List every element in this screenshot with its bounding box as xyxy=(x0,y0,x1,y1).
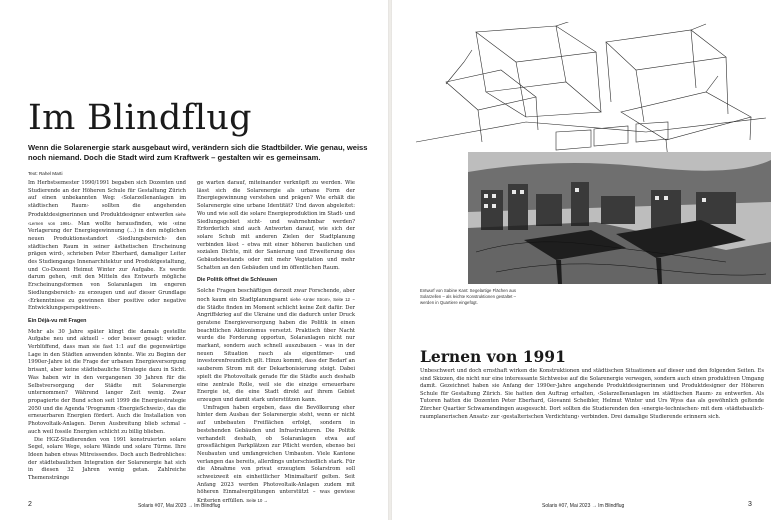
paragraph: Die HGZ-Studierenden von 1991 konstruierten solare Segel, solare Wege, solare Wände und solare Türme. Ihre Ideen haben etwas Mitreissendes. Doch auch Bedrohliches: der städtebaulichen Integration der Solarenergie hat sich in diesen 32 Jahren wenig getan. Zahlreiche Themenstränge xyxy=(28,436,186,482)
running-footer: Solaris #07, Mai 2023 → Im Blindflug xyxy=(542,503,625,509)
text-column-2 xyxy=(197,180,356,505)
section-heading: Ein Déjà-vu mit Fragen xyxy=(28,317,87,324)
paragraph: Mehr als 30 Jahre später klingt die damals gestellte Aufgabe neu und aktuell – oder besser gesagt: wieder. Verblüffend, dass man sie fast 1:1 auf die gegenwärtige Lage in den Städten anwenden könnte. Wie zu Beginn der 1990er-Jahre ist die Frage der urbanen Energieversorgung brisant, aber keine städtebauliche Strategie dazu in Sicht. Was haben wir in den vergangenen 30 Jahren für die Selbstversorgung der Städte mit Solarenergie unternommen? Während langer Zeit wenig. Zwar propagierte der Bund schon seit 1999 die Energiestrategie 2050 und die Agenda 'Programm ‹EnergieSchweiz›, das die erneuerbaren Energien fördert. Auch die Installation von Photovoltaik-Anlagen. Deren Ausbreitung blieb schmal – auch weil fossile Energien schlicht zu billig blieben. xyxy=(28,328,186,435)
lede: Wenn die Solarenergie stark ausgebaut wird, verändern sich die Stadtbilder. Wie genau, weiss noch niemand. Doch die Stadt wird zum Kraftwerk – gestalten wir es gemeinsam. xyxy=(28,143,368,162)
cross-reference: siehe ‹Unter Strom›, Seite 12 xyxy=(290,296,351,302)
paragraph xyxy=(197,405,355,506)
byline: Text: Rahel Marti xyxy=(28,171,63,176)
paragraph: ge warten darauf, miteinander verknüpft zu werden. Wie lässt sich die Solarenergie als urbane Form der Energiegewinnung verstehen und prägen? Wie erhält die Solarenergie eine urbane Identität? Und davon abgeleitet: Wo und wie soll die solare Energieproduktion im Stadt- und Siedlungsgebiet sicht- und wahrnehmbar werden? Erforderlich sind auch Antworten darauf, wie sich der solare Schub mit anderen Zielen der Stadtplanung verbinden lässt – etwa mit einer höheren baulichen und sozialen Dichte, mit der Sanierung und Erweiterung des Gebäudebestands oder mit mehr Vegetation und mehr Schatten an den Gebäuden und im öffentlichen Raum. xyxy=(197,180,355,271)
paragraph-text: Im Herbstsemester 1990/1991 begaben sich Dozenten und Studierende an der Höheren Schule für Gestaltung Zürich auf einen unbekannten Weg: ‹Solarzellenanlagen im städtischen Raum› sollten die angehenden Produktdesignerinnen und Produktdesigner entwerfen xyxy=(28,180,186,218)
page-number: 3 xyxy=(748,501,752,508)
right-page xyxy=(392,0,780,520)
paragraph xyxy=(28,180,186,313)
page-headline: Im Blindflug xyxy=(28,98,252,138)
section-heading: Die Politik öffnet die Schleusen xyxy=(197,277,278,284)
text-column-1 xyxy=(28,180,186,492)
running-footer: Solaris #07, Mai 2023 → Im Blindflug xyxy=(138,503,221,509)
sketch-icon xyxy=(406,22,771,284)
section-headline: Lernen von 1991 xyxy=(420,347,566,366)
sketch-illustration xyxy=(406,22,771,284)
image-caption: Entwurf von Sabine Kant: Segelartige Flächen aus Solarzellen – als leichte Konstruktionen gestaltet – werden in Quartiere eingefügt. xyxy=(420,288,517,305)
continued-link[interactable]: Seite 10 → xyxy=(246,498,268,504)
paragraph-text: Solche Fragen beschäftigen derzeit zwar Forschende, aber noch kaum ein Stadtplanungsamt xyxy=(197,288,355,303)
page-number: 2 xyxy=(28,501,32,508)
intro-paragraph: Unbeschwert und doch ernsthaft wirken die Konstruktionen und städtischen Situationen auf dieser und den folgenden Seiten. Es sind Skizzen, die nicht nur eine interessante Sichtweise auf die Solarenergie verwegen, sondern auch einen produktiven Umgang damit. Gezeichnet haben sie Anfang der 1990er-Jahre angehende Produktdesignerinnen und Produktdesigner der Höheren Schule für Gestaltung Zürich. Sie hatten den Auftrag erhalten, ‹Solarzellenanlagen im städtischen Raum› zu entwerfen. Als Tutoren hatten die Dozenten Peter Eberhard, Giovanni Scheibler, Helmut Winter und Urs Wyss das als gewöhnlich geltende Zürcher Quartier Schwamendingen ausgesucht. Dort sollten die Studierenden den ‹energie-technischen› mit dem ‹städtebaulich-raumplanerischen Ansatz› zur ‹gestalterischen Verdichtung› verbinden. Drei damalige Studierende erinnern sich. xyxy=(420,368,764,420)
paragraph xyxy=(197,288,355,405)
cross-reference: siehe ‹Lernen von 1991›. xyxy=(28,211,186,226)
paragraph-text: Man wollte herausfinden, wie ‹eine Verlagerung der Energiegewinnung (...) in den möglichen neuen Produktionsstandort ‹Siedlungsbereich› den städtischen Raum in seiner ästhetischen Erscheinung prägen wird›, schrieben Peter Eberhard, damaliger Leiter des Studiengangs Innenarchitektur und Produktgestaltung, und Co-Dozent Heimut Winter zur Aufgabe. Es werde darum gehen, ‹mit den Mitteln des Entwurfs mögliche Erscheinungsformen von Solaranlagen im engeren Siedlungsbereich› zu erzeugen und auf dieser Grundlage ‹Erkenntnisse zu gewinnen über positive oder negative Entwicklungsperspektiven›. xyxy=(28,220,186,312)
paragraph-text: Umfragen haben ergeben, dass die Bevölkerung eher hinter dem Ausbau der Solarenergie steht, wenn er nicht auf unbebauten Freiflächen erfolgt, sondern in bestehenden Gebäuden und Infrastrukturen. Die Politik verhandelt deshalb, ob Solaranlagen etwa auf grossflächigen Parkplätzen zur Pflicht werden, ebenso bei Neubauten und umfangreichen Umbauten. Viele Kantone verlangen das bereits, allerdings unterschiedlich stark. Für die Abnahme von privat erzeugtem Solarstrom soll schweizweit ein einheitlicher Minimaltarif gelten. Seit Anfang 2023 werden Photovoltaik-Anlagen zudem mit höheren Einmalvergütungen unterstützt – was gewisse Kriterien erfüllen. xyxy=(197,404,355,505)
paragraph-text: – die Städte finden im Moment schlicht keine Zeit dafür. Der Angriffskrieg auf die Ukraine und die dadurch unter Druck geratene Energieversorgung haben die Politik in einen beachtlichen Aktionismus versetzt. Praktisch über Nacht wurde die Forderung opportun, Solaranlagen nicht nur markant, sondern auch schnell auszubauen – was in der neuen Situation rasch als eigentümer- und investorenfreundlich gilt. Hinzu kommt, dass der Bedarf an sauberem Strom mit der Dekarbonisierung steigt. Dabei spielt die Photovoltaik gerade für die Städte auch deshalb eine zentrale Rolle, weil sie die einzige erneuerbare Energie ist, die eine Stadt direkt auf ihrem Gebiet erzeugen und damit stark unterstützen kann. xyxy=(197,296,356,403)
left-page xyxy=(0,0,388,520)
